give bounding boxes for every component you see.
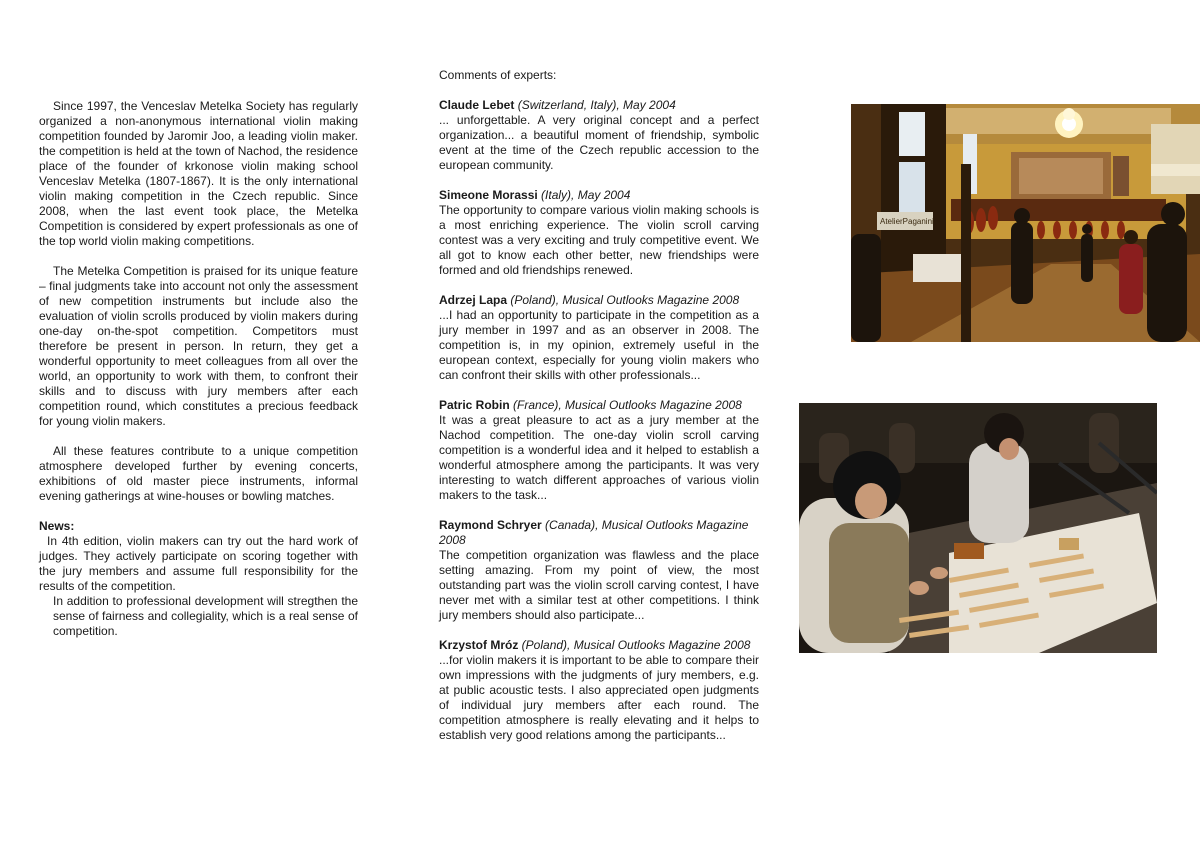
comment-meta: (Italy), May 2004: [537, 188, 631, 202]
comment-text: ...for violin makers it is important to be able to compare their own impressions with the judgments of jury members, e.g. at public acoustic tests. I also appreciated open judgments of individual jury members after each round. The competition atmosphere is really elevating and it helps to establish very good relations among the participants...: [439, 653, 759, 742]
comment-text: The opportunity to compare various violin making schools is a most enriching experience. The violin scroll carving contest was a very exciting and truly competitive event. We all got to know each other better, new friendships were formed and old friendships renewed.: [439, 203, 759, 277]
comment-author: Adrzej Lapa: [439, 293, 508, 307]
comments-heading: Comments of experts:: [439, 68, 557, 82]
intro-paragraph-3: All these features contribute to a unique competition atmosphere developed further by evening concerts, exhibitions of old master piece instruments, informal evening gatherings at wine-houses or bowling matches.: [39, 444, 358, 503]
comment-text: ... unforgettable. A very original concept and a perfect organization... a beautiful moment of friendship, symbolic event at the time of the Czech republic accession to the european community.: [439, 113, 759, 172]
workshop-illustration: [799, 403, 1157, 653]
exhibition-hall-photo: [851, 104, 1200, 342]
comment-author-line: [439, 293, 759, 308]
comment-text: It was a great pleasure to act as a jury member at the Nachod competition. The one-day violin scroll carving competition is a wonderful idea and it helped to establish a wonderful atmosphere among the participants. It was very interesting to watch different approaches of various violin makers to the task...: [439, 413, 759, 502]
comment-author-line: [439, 638, 759, 653]
comment-meta: (Poland), Musical Outlooks Magazine 2008: [518, 638, 751, 652]
news-paragraph-1: In 4th edition, violin makers can try out the hard work of judges. They actively participate on scoring together with the jury members and assume full responsibility for the results of the competition.: [39, 534, 358, 593]
intro-paragraph-1: Since 1997, the Venceslav Metelka Society has regularly organized a non-anonymous international violin making competition founded by Jaromir Joo, a leading violin maker. the competition is held at the town of Nachod, the residence place of the founder of krkonose violin making school Venceslav Metelka (1807-1867). It is the only international violin making competition in the Czech republic. Since 2008, when the last event took place, the Metelka Competition is considered by expert professionals as one of the top world violin making competitions.: [39, 99, 358, 248]
workshop-photo: [799, 403, 1157, 653]
comment-author: Claude Lebet: [439, 98, 515, 112]
hall-sign-text: AtelierPaganini: [880, 217, 934, 226]
comment-item: [439, 518, 759, 623]
news-paragraph-2: In addition to professional development will stregthen the sense of fairness and collegiality, which is a real sense of competition.: [53, 594, 358, 638]
comment-meta: (Poland), Musical Outlooks Magazine 2008: [507, 293, 740, 307]
comment-text: ...I had an opportunity to participate in the competition as a jury member in 1997 and as an observer in 2008. The competition is, in my opinion, extremely useful in the european context, especially for young violin makers who can confront their skills with other professionals...: [439, 308, 759, 382]
comment-author: Simeone Morassi: [439, 188, 538, 202]
comment-item: [439, 293, 759, 383]
comment-author-line: [439, 398, 759, 413]
comment-author-line: [439, 98, 759, 113]
comment-author-line: [439, 518, 759, 548]
exhibition-hall-illustration: [851, 104, 1200, 342]
comment-meta: (Switzerland, Italy), May 2004: [514, 98, 676, 112]
comment-author: Raymond Schryer: [439, 518, 542, 532]
comment-author: Krzystof Mróz: [439, 638, 519, 652]
comment-author-line: [439, 188, 759, 203]
comment-text: The competition organization was flawless and the place setting amazing. From my point of view, the most outstanding part was the violin scroll carving contest, I have never met with a similar test at other competitions. I think jury members should also participate...: [439, 548, 759, 622]
comment-meta: (France), Musical Outlooks Magazine 2008: [509, 398, 742, 412]
intro-column: [39, 99, 358, 639]
comment-item: [439, 188, 759, 278]
intro-paragraph-2: The Metelka Competition is praised for its unique feature – final judgments take into account not only the assessment of new competition instruments but include also the evaluation of violin scrolls produced by violin makers during one-day on-the-spot competition. Competitors must therefore be present in person. In return, they get a wonderful opportunity to meet colleagues from all over the world, an opportunity to work with them, to confront their skills and to discuss with jury members after each competition round, which constitutes a precious feedback for young violin makers.: [39, 264, 358, 428]
news-title: News:: [39, 519, 75, 533]
comment-item: [439, 98, 759, 173]
comment-meta: (Canada), Musical Outlooks Magazine 2008: [439, 518, 749, 547]
comment-author: Patric Robin: [439, 398, 510, 412]
news-section: [39, 519, 358, 639]
comment-item: [439, 398, 759, 503]
comment-item: [439, 638, 759, 743]
comments-column: [439, 68, 759, 758]
